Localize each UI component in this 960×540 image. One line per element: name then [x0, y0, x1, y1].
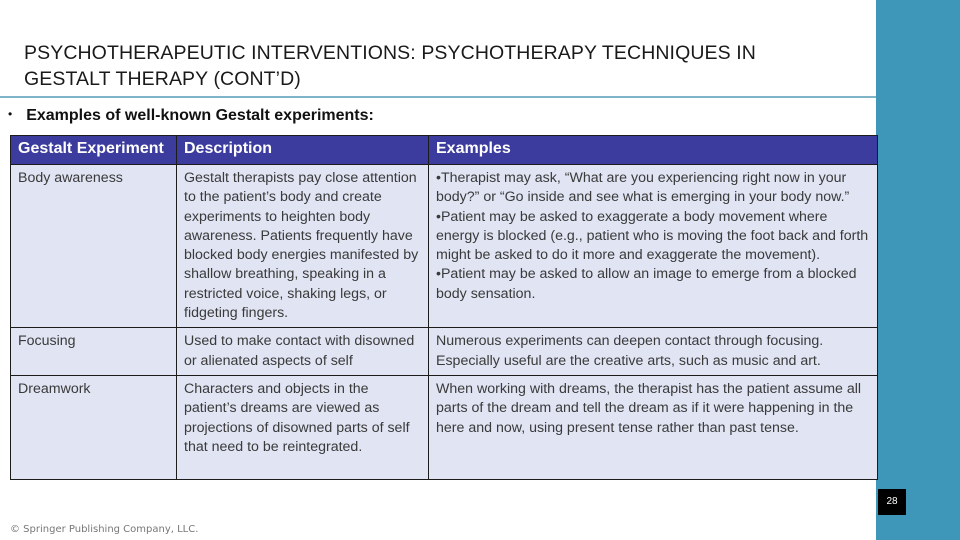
header-examples: Examples: [429, 136, 878, 165]
cell-description: Used to make contact with disowned or alienated aspects of self: [177, 328, 429, 376]
table-row: [11, 328, 878, 376]
side-accent-panel: [876, 0, 960, 540]
example-item: When working with dreams, the therapist has the patient assume all parts of the dream and tell the dream as if it were happening in the here and now, using present tense rather than past tense.: [436, 380, 862, 436]
gestalt-experiments-table: [10, 135, 878, 480]
slide-title: PSYCHOTHERAPEUTIC INTERVENTIONS: PSYCHOTHERAPY TECHNIQUES IN GESTALT THERAPY (CONT’D): [24, 42, 756, 90]
copyright-footer: © Springer Publishing Company, LLC.: [10, 524, 199, 535]
cell-experiment: Focusing: [11, 328, 177, 376]
bullet-intro: [8, 107, 374, 125]
header-description: Description: [177, 136, 429, 165]
title-divider: [0, 96, 876, 98]
bullet-text: Examples of well-known Gestalt experiments:: [26, 107, 374, 124]
bullet-icon: •: [8, 107, 13, 121]
example-item: •Patient may be asked to allow an image to emerge from a blocked body sensation.: [436, 266, 857, 302]
example-item: Numerous experiments can deepen contact through focusing. Especially useful are the creative arts, such as music and art.: [436, 333, 824, 369]
example-item: •Patient may be asked to exaggerate a body movement where energy is blocked (e.g., patient who is moving the foot back and forth might be asked to do it more and exaggerate the movement).: [436, 208, 869, 264]
cell-experiment: Body awareness: [11, 165, 177, 328]
cell-examples: [429, 165, 878, 328]
page-number: 28: [878, 489, 906, 515]
table-header-row: [11, 136, 878, 165]
cell-experiment: Dreamwork: [11, 375, 177, 479]
header-experiment: Gestalt Experiment: [11, 136, 177, 165]
cell-description: Characters and objects in the patient’s dreams are viewed as projections of disowned parts of self that need to be reintegrated.: [177, 375, 429, 479]
table-row: [11, 375, 878, 479]
cell-examples: [429, 328, 878, 376]
example-item: •Therapist may ask, “What are you experiencing right now in your body?” or “Go inside and see what is emerging in your body now.”: [436, 170, 850, 206]
table-row: [11, 165, 878, 328]
cell-examples: [429, 375, 878, 479]
cell-description: Gestalt therapists pay close attention to the patient’s body and create experiments to heighten body awareness. Patients frequently have blocked body energies manifested by shallow breathing, speaking in a restricted voice, shaking legs, or fidgeting fingers.: [177, 165, 429, 328]
